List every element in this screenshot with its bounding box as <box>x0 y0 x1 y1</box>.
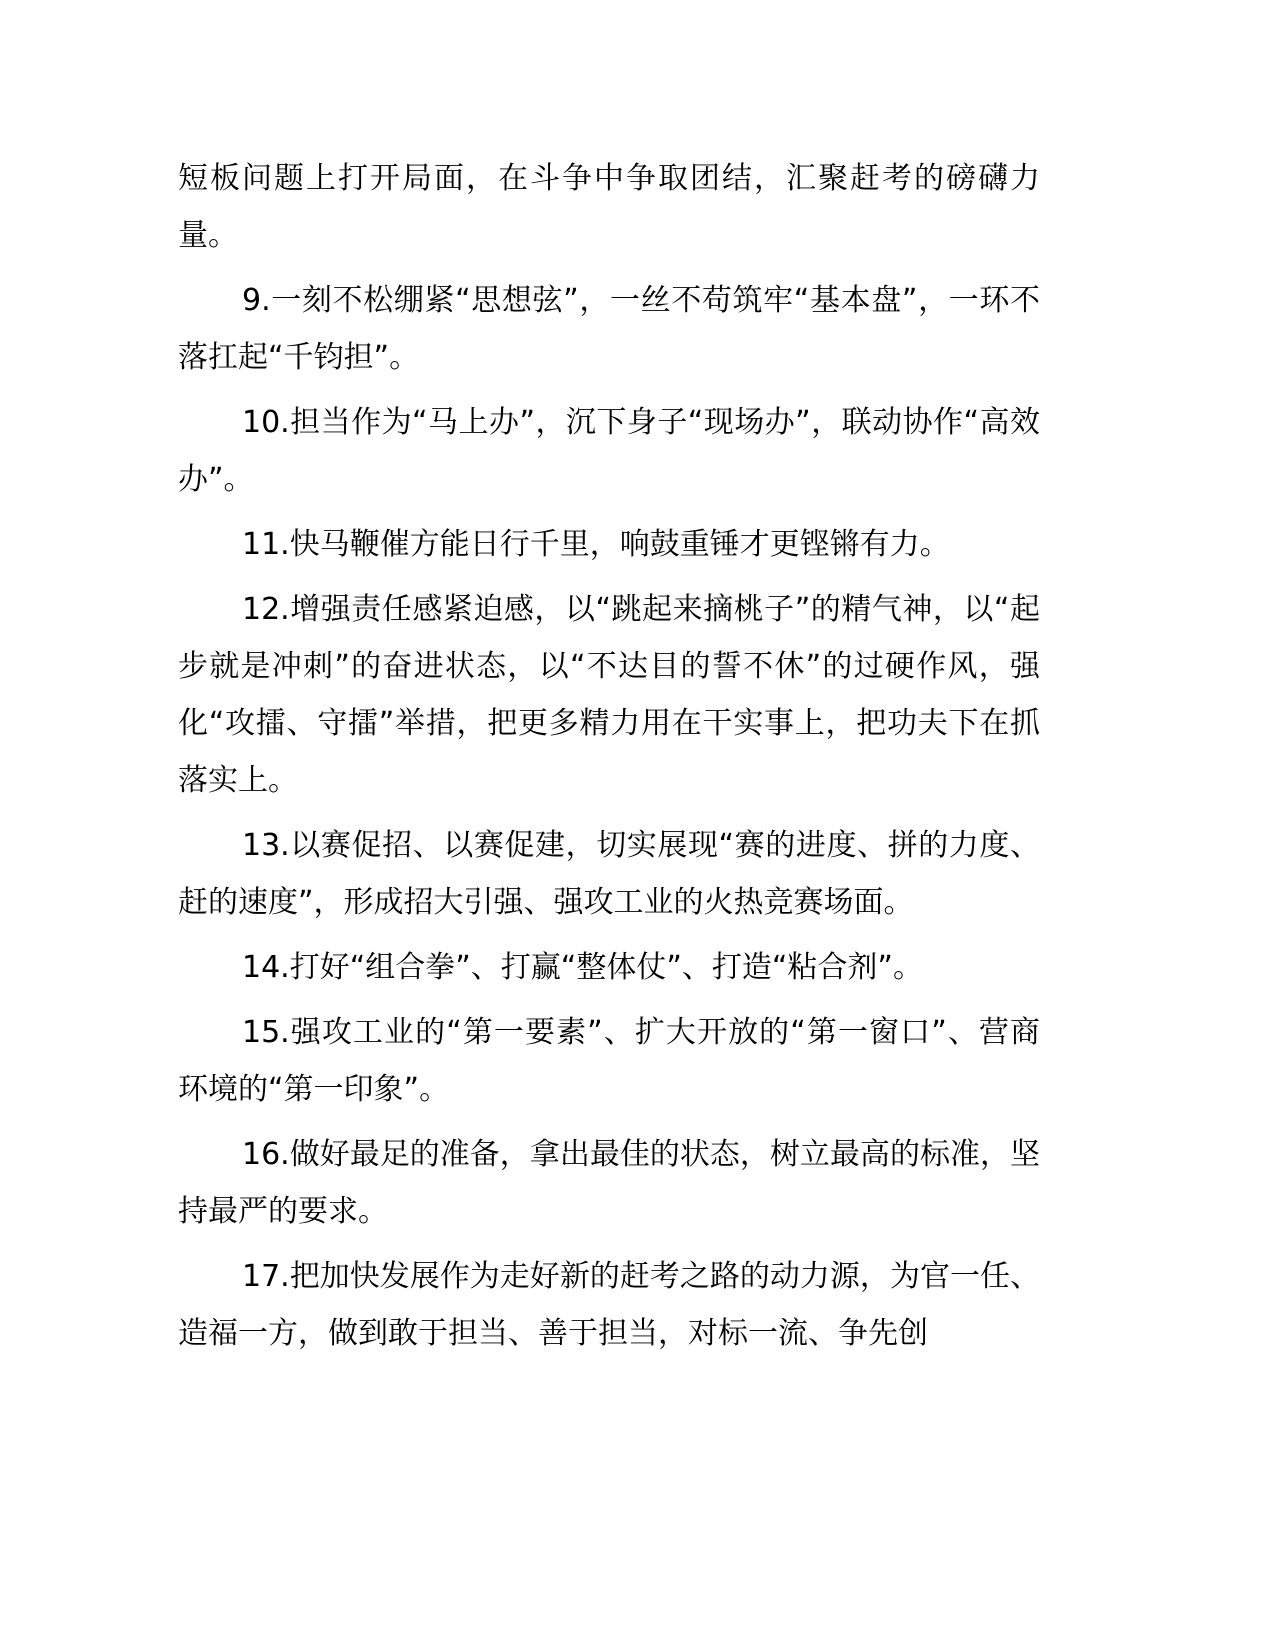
paragraph-item-14: 14.打好“组合拳”、打赢“整体仗”、打造“粘合剂”。 <box>242 950 923 985</box>
paragraph-item-13: 13.以赛促招、以赛促建，切实展现“赛的进度、拼的力度、赶的速度”，形成招大引强、强攻工业的火热竞赛场面。 <box>178 828 1040 920</box>
paragraph-item-16: 16.做好最足的准备，拿出最佳的状态，树立最高的标准，坚持最严的要求。 <box>178 1137 1040 1229</box>
paragraph-item-10: 10.担当作为“马上办”，沉下身子“现场办”，联动协作“高效办”。 <box>178 405 1040 497</box>
paragraph-item-12: 12.增强责任感紧迫感，以“跳起来摘桃子”的精气神，以“起步就是冲刺”的奋进状态，以“不达目的誓不休”的过硬作风，强化“攻擂、守擂”举措，把更多精力用在干实事上，把功夫下在抓落实上。 <box>178 592 1040 798</box>
paragraph-item-11: 11.快马鞭催方能日行千里，响鼓重锤才更铿锵有力。 <box>242 527 950 562</box>
paragraph-item-9: 9.一刻不松绷紧“思想弦”，一丝不苟筑牢“基本盘”，一环不落扛起“千钧担”。 <box>178 283 1040 375</box>
paragraph-item-15: 15.强攻工业的“第一要素”、扩大开放的“第一窗口”、营商环境的“第一印象”。 <box>178 1015 1040 1107</box>
paragraph-item-17: 17.把加快发展作为走好新的赶考之路的动力源，为官一任、造福一方，做到敢于担当、善于担当，对标一流、争先创 <box>178 1259 1040 1351</box>
document-body <box>178 150 1040 1370</box>
paragraph-continuation: 短板问题上打开局面，在斗争中争取团结，汇聚赶考的磅礴力量。 <box>178 161 1040 253</box>
